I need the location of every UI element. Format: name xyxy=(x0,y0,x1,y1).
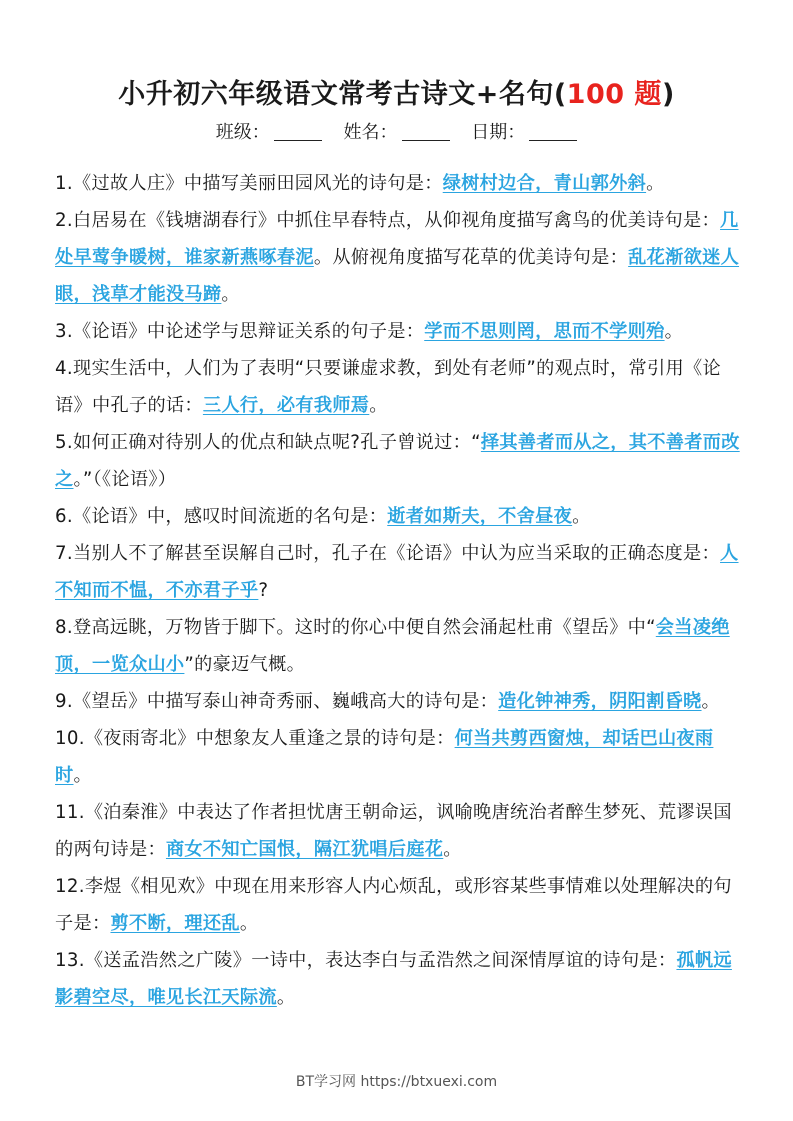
question-item xyxy=(55,202,745,313)
question-text: 1.《过故人庄》中描写美丽田园风光的诗句是： xyxy=(55,173,443,194)
question-text: 13.《送孟浩然之广陵》一诗中，表达李白与孟浩然之间深情厚谊的诗句是： xyxy=(55,950,677,971)
question-text: 5.如何正确对待别人的优点和缺点呢?孔子曾说过：“ xyxy=(55,432,481,453)
question-tail: 。 xyxy=(664,321,684,342)
question-item xyxy=(55,313,745,350)
name-label: 姓名： xyxy=(343,122,398,143)
title-end: ) xyxy=(661,79,675,110)
answer-text: 绿树村边合，青山郭外斜 xyxy=(442,173,647,194)
answer-text: 几处早莺争暖树，谁家新燕啄春泥 xyxy=(55,210,739,268)
answer-text: 剪不断，理还乱 xyxy=(110,913,240,934)
question-text: 6.《论语》中，感叹时间流逝的名句是： xyxy=(55,506,388,527)
question-text: 9.《望岳》中描写泰山神奇秀丽、巍峨高大的诗句是： xyxy=(55,691,499,712)
footer-watermark: BT学习网 https://btxuexi.com xyxy=(295,1074,498,1090)
answer-text: 商女不知亡国恨，隔江犹唱后庭花 xyxy=(165,839,444,860)
answer-text: 人不知而不愠，不亦君子乎 xyxy=(55,543,739,601)
question-tail: 。 xyxy=(276,987,296,1008)
question-item xyxy=(55,868,745,942)
name-field xyxy=(344,122,450,143)
question-list xyxy=(55,165,745,1016)
question-tail: ? xyxy=(258,580,269,601)
student-info-line xyxy=(0,118,793,144)
class-blank xyxy=(274,122,322,141)
question-tail: ”的豪迈气概。 xyxy=(184,654,306,675)
title-main: 小升初六年级语文常考古诗文+名句( xyxy=(118,79,567,110)
question-text: 。从俯视角度描写花草的优美诗句是： xyxy=(313,247,629,268)
answer-text: 造化钟神秀，阴阳割昏晓 xyxy=(498,691,702,712)
answer-text: 孤帆远影碧空尽，唯见长江天际流 xyxy=(55,950,732,1008)
question-tail: 。 xyxy=(701,691,721,712)
class-label: 班级： xyxy=(215,122,270,143)
question-text: 11.《泊秦淮》中表达了作者担忧唐王朝命运，讽喻晚唐统治者醉生梦死、荒谬误国的两句诗是： xyxy=(55,802,732,860)
title-count: 100 题 xyxy=(566,79,662,110)
question-item xyxy=(55,609,745,683)
page-title xyxy=(0,72,793,111)
answer-text: 学而不思则罔，思而不学则殆 xyxy=(424,321,665,342)
class-field xyxy=(216,122,322,143)
answer-text: 三人行，必有我师焉 xyxy=(202,395,370,416)
question-item xyxy=(55,424,745,498)
question-tail: 。 xyxy=(73,765,92,786)
question-item xyxy=(55,942,745,1016)
question-text: 3.《论语》中论述学与思辩证关系的句子是： xyxy=(55,321,425,342)
question-text: 2.白居易在《钱塘湖春行》中抓住早春特点，从仰视角度描写禽鸟的优美诗句是： xyxy=(55,210,721,231)
question-text: 4.现实生活中，人们为了表明“只要谦虚求教，到处有老师”的观点时，常引用《论语》中孔子的话： xyxy=(55,358,721,416)
answer-text: 乱花渐欲迷人眼，浅草才能没马蹄 xyxy=(55,247,740,305)
question-text: 10.《夜雨寄北》中想象友人重逢之景的诗句是： xyxy=(55,728,455,749)
question-item xyxy=(55,683,745,720)
answer-text: 择其善者而从之，其不善者而改之 xyxy=(55,432,740,490)
question-tail: 。 xyxy=(221,284,240,305)
question-tail: 。 xyxy=(369,395,388,416)
question-item xyxy=(55,794,745,868)
question-tail: 。”（《论语》） xyxy=(73,469,177,490)
question-item xyxy=(55,350,745,424)
question-item xyxy=(55,498,745,535)
question-tail: 。 xyxy=(443,839,462,860)
name-blank xyxy=(402,122,450,141)
date-blank xyxy=(529,122,577,141)
question-text: 12.李煜《相见欢》中现在用来形容人内心烦乱，或形容某些事情难以处理解决的句子是： xyxy=(55,876,732,934)
question-text: 7.当别人不了解甚至误解自己时，孔子在《论语》中认为应当采取的正确态度是： xyxy=(55,543,721,564)
question-tail: 。 xyxy=(239,913,259,934)
question-item xyxy=(55,535,745,609)
question-item xyxy=(55,720,745,794)
question-tail: 。 xyxy=(572,506,591,527)
question-tail: 。 xyxy=(646,173,665,194)
date-field xyxy=(471,122,577,143)
question-item xyxy=(55,165,745,202)
answer-text: 何当共剪西窗烛，却话巴山夜雨时 xyxy=(55,728,714,786)
answer-text: 会当凌绝顶，一览众山小 xyxy=(55,617,730,675)
date-label: 日期： xyxy=(471,122,526,143)
answer-text: 逝者如斯夫，不舍昼夜 xyxy=(387,506,573,527)
question-text: 8.登高远眺，万物皆于脚下。这时的你心中便自然会涌起杜甫《望岳》中“ xyxy=(55,617,656,638)
